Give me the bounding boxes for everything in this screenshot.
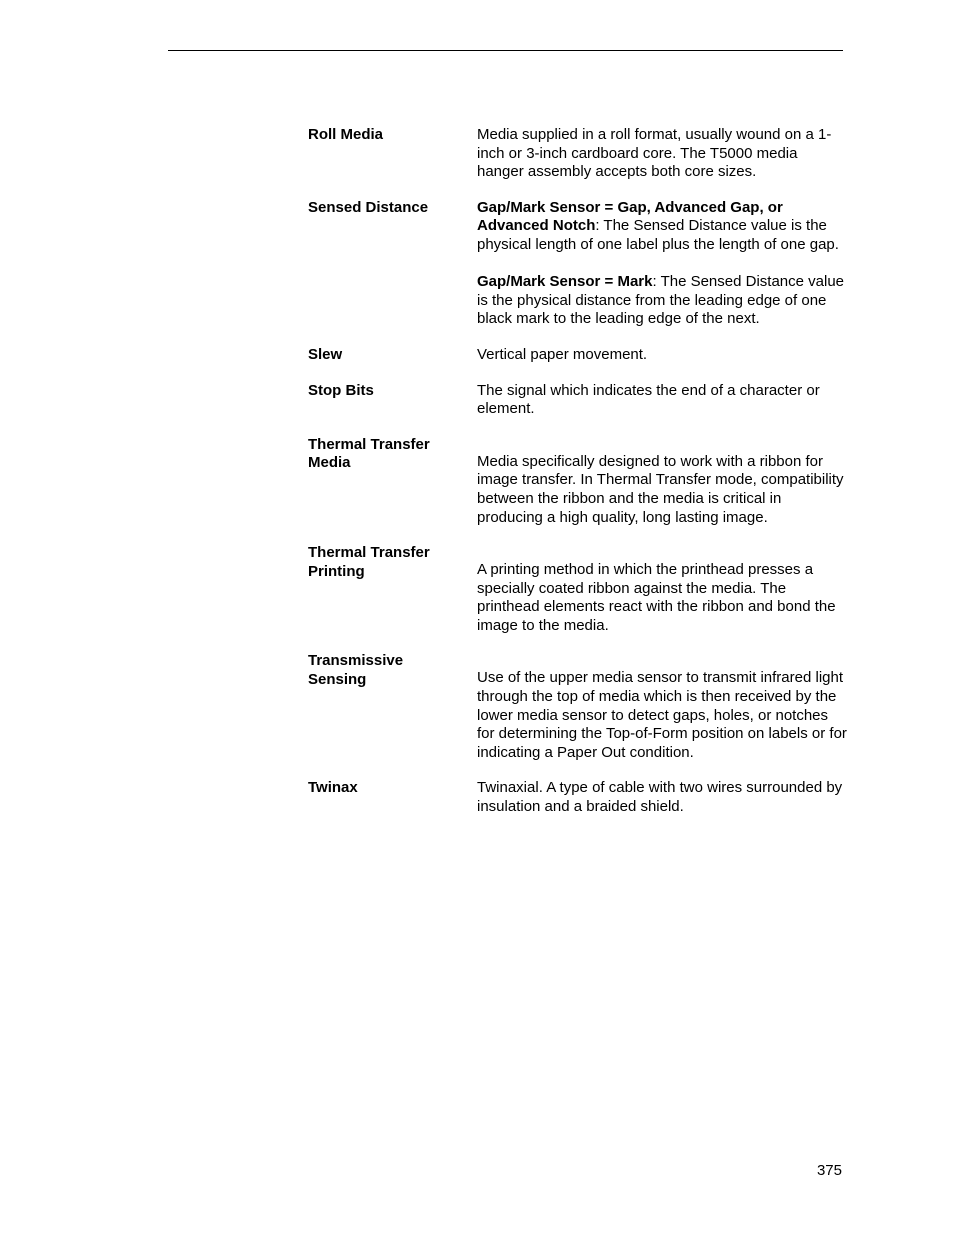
glossary-definition: Media specifically designed to work with a ribbon for image transfer. In Thermal Transfer mode, compatibility between the ribbon and the media is critical in producing a high quality, long lasting image.: [477, 452, 844, 526]
glossary-list: [308, 126, 848, 834]
glossary-entry-stop-bits: [308, 382, 848, 419]
glossary-term: Thermal Transfer Printing: [308, 544, 430, 580]
glossary-definition: Vertical paper movement.: [477, 345, 648, 363]
glossary-definition: Use of the upper media sensor to transmit infrared light through the top of media which is then received by the lower media sensor to detect gaps, holes, or notches for determining the Top-of-Form position on labels or for indicating a Paper Out condition.: [477, 669, 847, 761]
glossary-term: Sensed Distance: [308, 198, 429, 216]
glossary-entry-sensed-distance: [308, 199, 848, 329]
page-number: 375: [816, 1162, 842, 1179]
glossary-definition: Media supplied in a roll format, usually wound on a 1-inch or 3-inch cardboard core. The T5000 media hanger assembly accepts both core sizes.: [477, 126, 832, 181]
glossary-term: Slew: [308, 345, 343, 363]
glossary-term: Transmissive Sensing: [308, 652, 404, 689]
glossary-definition: [477, 199, 848, 329]
glossary-entry-twinax: [308, 779, 848, 816]
glossary-term: Twinax: [308, 779, 358, 797]
glossary-definition: The signal which indicates the end of a character or element.: [477, 381, 820, 418]
glossary-entry-thermal-transfer-media: [308, 436, 848, 527]
definition-paragraph: Gap/Mark Sensor = Gap, Advanced Gap, or Advanced Notch: The Sensed Distance value is the physical length of one label plus the length of one gap.: [477, 198, 839, 253]
glossary-entry-transmissive-sensing: [308, 652, 848, 762]
glossary-term: Roll Media: [308, 126, 384, 143]
glossary-entry-slew: [308, 346, 848, 365]
glossary-definition: A printing method in which the printhead presses a specially coated ribbon against the media. The printhead elements react with the ribbon and bond the image to the media.: [477, 561, 836, 634]
glossary-entry-thermal-transfer-printing: [308, 544, 848, 635]
glossary-term: Stop Bits: [308, 381, 374, 399]
header-rule: [168, 50, 843, 51]
glossary-definition: Twinaxial. A type of cable with two wires surrounded by insulation and a braided shield.: [477, 779, 843, 816]
definition-paragraph: Gap/Mark Sensor = Mark: The Sensed Distance value is the physical distance from the leading edge of one black mark to the leading edge of the next.: [477, 273, 845, 328]
glossary-term: Thermal Transfer Media: [308, 435, 430, 472]
glossary-entry-roll-media: [308, 126, 848, 182]
